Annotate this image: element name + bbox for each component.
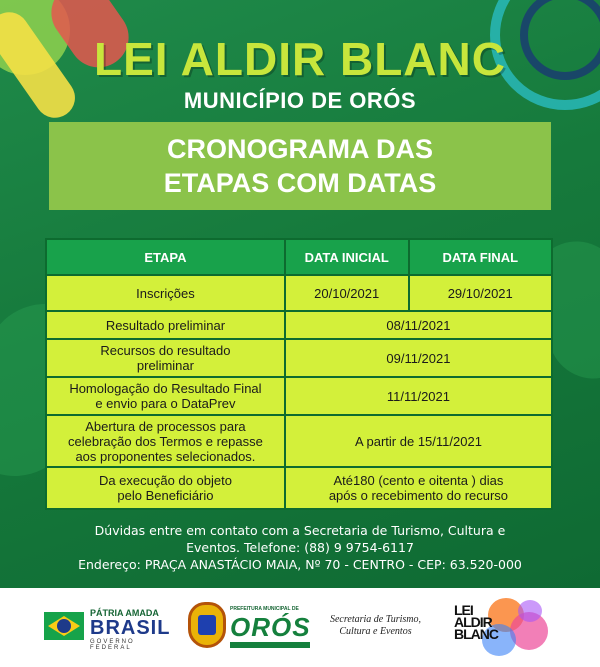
cell-text: pelo Beneficiário xyxy=(117,488,214,503)
splash-shape xyxy=(518,600,542,622)
cell-text: e envio para o DataPrev xyxy=(95,396,236,411)
logo-text: PÁTRIA AMADA xyxy=(90,608,159,618)
cell-text: aos proponentes selecionados. xyxy=(75,448,256,464)
cell-text: Até180 (cento e oitenta ) dias xyxy=(333,473,504,488)
logo-text: BLANC xyxy=(454,626,498,642)
column-header-data-final: DATA FINAL xyxy=(409,239,553,275)
contact-info xyxy=(0,522,600,573)
contact-line: Eventos. Telefone: (88) 9 9754-6117 xyxy=(186,540,414,555)
cell-text: celebração dos Termos e repasse xyxy=(68,433,263,449)
address-line: Endereço: PRAÇA ANASTÁCIO MAIA, Nº 70 - CENTRO - CEP: 63.520-000 xyxy=(78,557,522,572)
cell-data: 08/11/2021 xyxy=(285,311,552,339)
cell-text: Da execução do objeto xyxy=(98,473,232,488)
cell-data: A partir de 15/11/2021 xyxy=(285,415,552,467)
cell-etapa xyxy=(46,377,285,415)
table-row xyxy=(46,467,552,509)
logo-text: Secretaria de Turismo, xyxy=(329,614,421,625)
logo-text: PREFEITURA MUNICIPAL DE xyxy=(230,606,299,612)
logo-text: ORÓS xyxy=(230,612,311,642)
cell-etapa: Resultado preliminar xyxy=(46,311,285,339)
cell-data-final: 29/10/2021 xyxy=(409,275,553,311)
logo-bar xyxy=(230,642,310,648)
cell-data: 11/11/2021 xyxy=(285,377,552,415)
cell-text: após o recebimento do recurso xyxy=(328,488,509,503)
page-title: LEI ALDIR BLANC xyxy=(94,33,506,85)
banner-line: CRONOGRAMA DAS xyxy=(167,134,433,164)
contact-line: Dúvidas entre em contato com a Secretaria de Turismo, Cultura e xyxy=(94,523,506,538)
table-header-row xyxy=(46,239,552,275)
cell-text: Abertura de processos para xyxy=(85,418,246,434)
logo-text: LEI xyxy=(454,602,473,618)
sponsor-logos xyxy=(0,588,600,667)
schedule-table xyxy=(45,238,553,510)
logo-prefeitura-oros xyxy=(188,600,313,656)
municipal-seal-icon xyxy=(188,602,226,648)
page-subtitle: MUNICÍPIO DE ORÓS xyxy=(183,88,417,113)
cell-text: preliminar xyxy=(136,358,194,373)
logo-text: ALDIR xyxy=(454,614,492,630)
cell-etapa xyxy=(46,415,285,467)
logo-secretaria xyxy=(318,614,433,638)
table-row xyxy=(46,377,552,415)
logo-text: GOVERNO FEDERAL xyxy=(90,639,135,651)
cell-data xyxy=(285,467,552,509)
table-row xyxy=(46,275,552,311)
cell-data-inicial: 20/10/2021 xyxy=(285,275,409,311)
cell-etapa xyxy=(46,339,285,377)
banner-line: ETAPAS COM DATAS xyxy=(163,168,437,198)
logo-governo-federal xyxy=(44,608,171,651)
brazil-flag-icon xyxy=(44,612,84,640)
logo-lei-aldir-blanc xyxy=(448,596,558,660)
cell-text: Recursos do resultado xyxy=(100,343,231,358)
schedule-banner xyxy=(49,122,551,210)
table-row xyxy=(46,311,552,339)
cell-etapa: Inscrições xyxy=(46,275,285,311)
logo-text: Cultura e Eventos xyxy=(339,626,412,637)
cell-etapa xyxy=(46,467,285,509)
column-header-data-inicial: DATA INICIAL xyxy=(285,239,409,275)
cell-text: Homologação do Resultado Final xyxy=(69,381,262,396)
cell-data: 09/11/2021 xyxy=(285,339,552,377)
logo-text: BRASIL xyxy=(90,617,171,639)
column-header-etapa: ETAPA xyxy=(46,239,285,275)
table-row xyxy=(46,415,552,467)
table-row xyxy=(46,339,552,377)
